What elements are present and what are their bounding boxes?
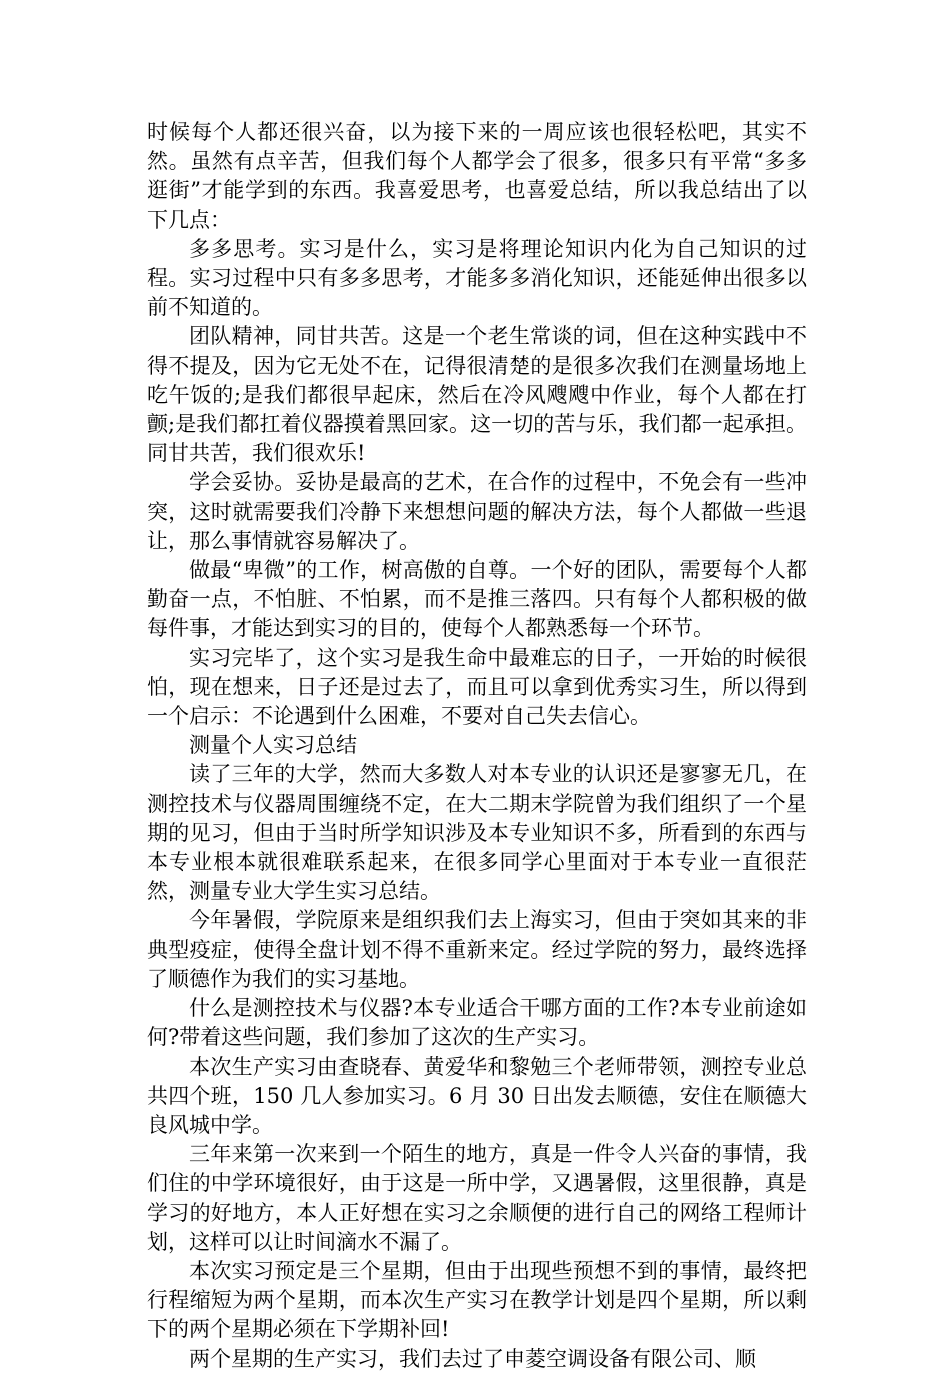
paragraph: 本次生产实习由查晓春、黄爱华和黎勉三个老师带领，测控专业总共四个班，150 几人参加实习。6 月 30 日出发去顺德，安住在顺德大良风城中学。 bbox=[147, 1054, 807, 1137]
paragraph: 学会妥协。妥协是最高的艺术，在合作的过程中，不免会有一些冲突，这时就需要我们冷静下来想想问题的解决方法，每个人都做一些退让，那么事情就容易解决了。 bbox=[147, 470, 807, 553]
paragraph: 本次实习预定是三个星期，但由于出现些预想不到的事情，最终把行程缩短为两个星期，而本次生产实习在教学计划是四个星期，所以剩下的两个星期必须在下学期补回! bbox=[147, 1258, 807, 1342]
paragraph: 什么是测控技术与仪器?本专业适合干哪方面的工作?本专业前途如何?带着这些问题，我们参加了这次的生产实习。 bbox=[147, 996, 807, 1050]
paragraph: 时候每个人都还很兴奋，以为接下来的一周应该也很轻松吧，其实不然。虽然有点辛苦，但我们每个人都学会了很多，很多只有平常“多多逛街”才能学到的东西。我喜爱思考，也喜爱总结，所以我总结出了以下几点： bbox=[147, 120, 807, 232]
document-body bbox=[147, 118, 807, 1374]
paragraph: 团队精神，同甘共苦。这是一个老生常谈的词，但在这种实践中不得不提及，因为它无处不在，记得很清楚的是很多次我们在测量场地上吃午饭的;是我们都很早起床，然后在冷风飕飕中作业，每个人都在打颤;是我们都扛着仪器摸着黑回家。这一切的苦与乐，我们都一起承担。同甘共苦，我们很欢乐! bbox=[147, 324, 807, 466]
paragraph: 实习完毕了，这个实习是我生命中最难忘的日子，一开始的时候很怕，现在想来，日子还是过去了，而且可以拿到优秀实习生，所以得到一个启示：不论遇到什么困难，不要对自己失去信心。 bbox=[147, 645, 807, 729]
paragraph: 两个星期的生产实习，我们去过了申菱空调设备有限公司、顺 bbox=[189, 1346, 756, 1371]
paragraph: 做最“卑微”的工作，树高傲的自尊。一个好的团队，需要每个人都勤奋一点，不怕脏、不怕累，而不是推三落四。只有每个人都积极的做每件事，才能达到实习的目的，使每个人都熟悉每一个环节。 bbox=[147, 558, 807, 641]
paragraph: 读了三年的大学，然而大多数人对本专业的认识还是寥寥无几，在测控技术与仪器周围缠绕不定，在大二期末学院曾为我们组织了一个星期的见习，但由于当时所学知识涉及本专业知识不多，所看到的东西与本专业根本就很难联系起来，在很多同学心里面对于本专业一直很茫然，测量专业大学生实习总结。 bbox=[147, 762, 807, 904]
section-heading: 测量个人实习总结 bbox=[189, 733, 357, 758]
paragraph: 今年暑假，学院原来是组织我们去上海实习，但由于突如其来的非典型疫症，使得全盘计划不得不重新来定。经过学院的努力，最终选择了顺德作为我们的实习基地。 bbox=[147, 908, 807, 991]
paragraph: 三年来第一次来到一个陌生的地方，真是一件令人兴奋的事情，我们住的中学环境很好，由于这是一所中学，又遇暑假，这里很静，真是学习的好地方，本人正好想在实习之余顺便的进行自己的网络工程师计划，这样可以让时间滴水不漏了。 bbox=[147, 1142, 807, 1254]
paragraph: 多多思考。实习是什么，实习是将理论知识内化为自己知识的过程。实习过程中只有多多思考，才能多多消化知识，还能延伸出很多以前不知道的。 bbox=[147, 236, 807, 320]
